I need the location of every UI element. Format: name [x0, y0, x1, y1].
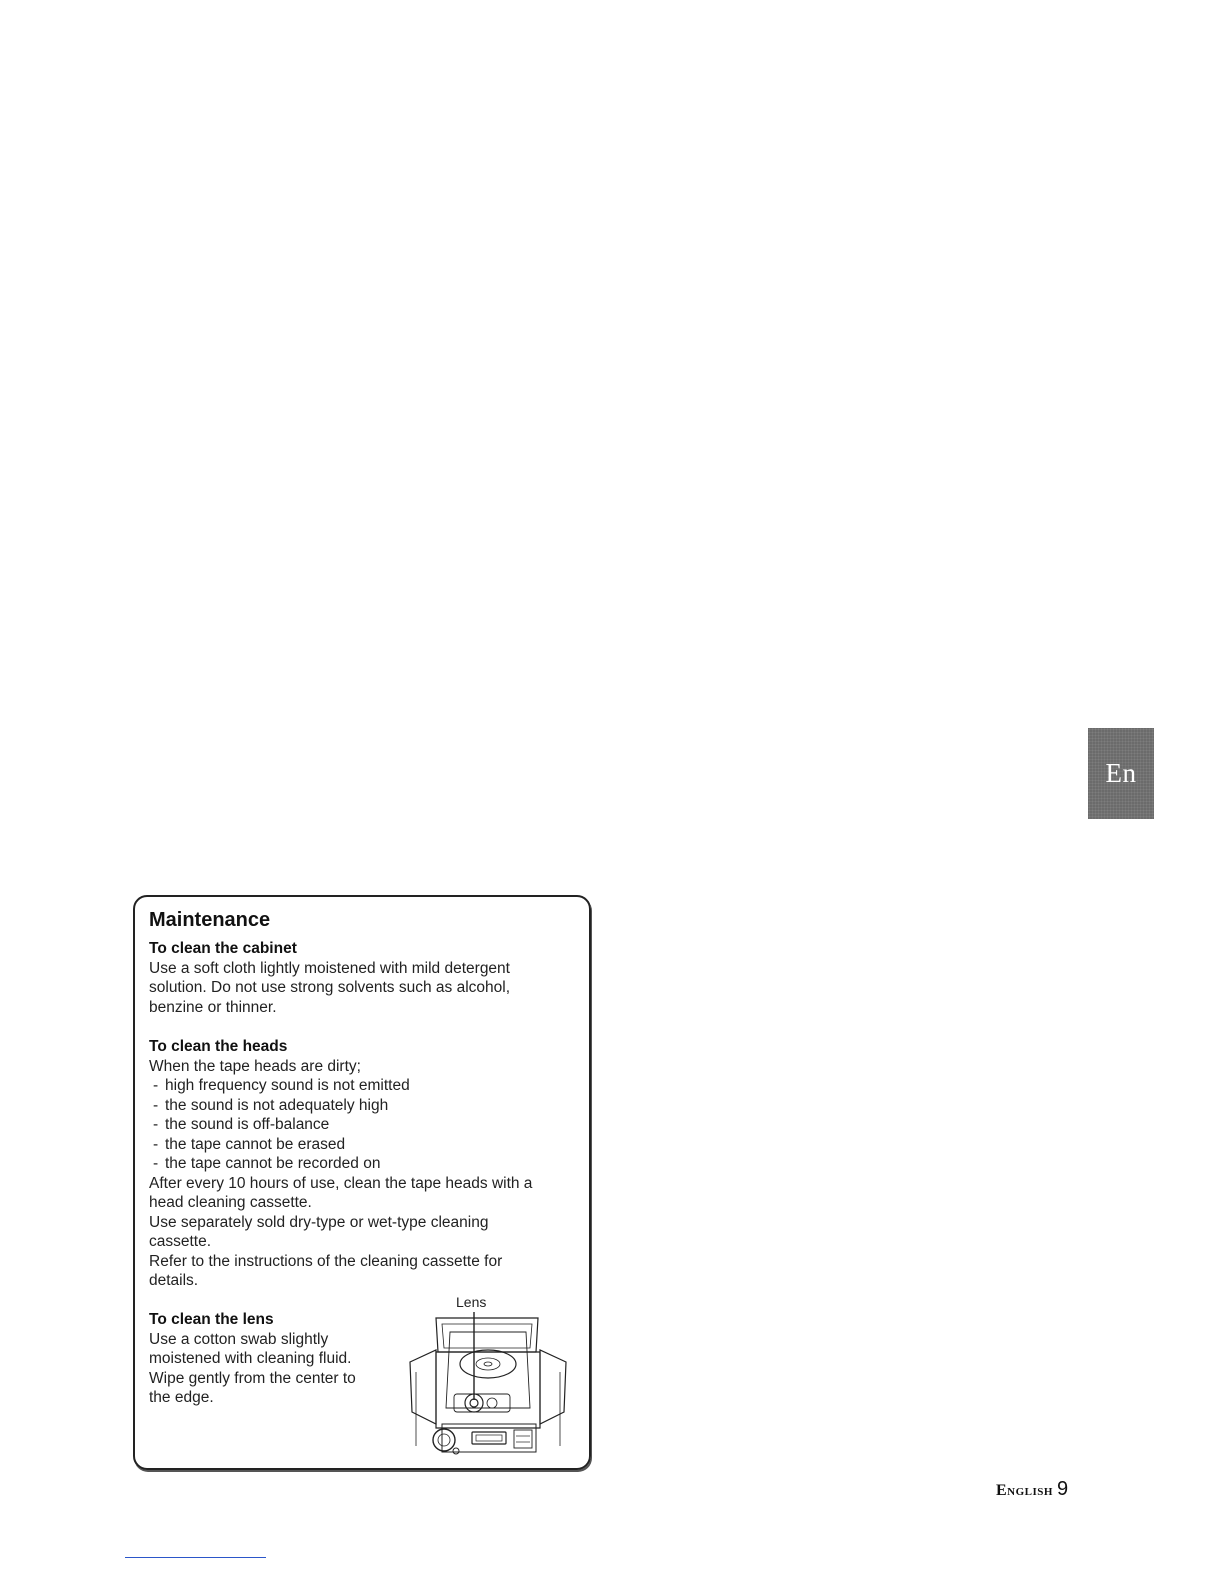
lens-figure-label: Lens: [456, 1294, 487, 1310]
lens-line: moistened with cleaning fluid.: [149, 1350, 352, 1367]
cabinet-line: Use a soft cloth lightly moistened with mild detergent: [149, 959, 510, 977]
lens-line: Use a cotton swab slightly: [149, 1330, 329, 1348]
heads-intro: When the tape heads are dirty;: [149, 1057, 361, 1075]
list-item: - high frequency sound is not emitted: [149, 1076, 532, 1096]
list-item: - the sound is not adequately high: [149, 1096, 532, 1116]
heads-line: Refer to the instructions of the cleaning cassette for: [149, 1252, 503, 1270]
cabinet-section: [149, 939, 510, 1017]
lens-heading: To clean the lens: [149, 1311, 274, 1328]
language-tab-label: En: [1105, 758, 1137, 788]
heads-heading: To clean the heads: [149, 1038, 288, 1055]
page-footer: [996, 1478, 1068, 1501]
heads-symptom-list: [149, 1076, 532, 1174]
list-item: - the sound is off-balance: [149, 1115, 532, 1135]
heads-line: After every 10 hours of use, clean the tape heads with a: [149, 1174, 533, 1192]
bottom-rule: [125, 1557, 266, 1558]
maintenance-title: Maintenance: [149, 909, 271, 931]
footer-language: English: [996, 1482, 1053, 1499]
page-number: 9: [1056, 1478, 1069, 1500]
cabinet-line: solution. Do not use strong solvents such as alcohol,: [149, 979, 511, 996]
language-tab: [1088, 728, 1154, 819]
heads-line: Use separately sold dry-type or wet-type cleaning: [149, 1213, 489, 1231]
list-item: - the tape cannot be erased: [149, 1135, 532, 1155]
lens-line: Wipe gently from the center to: [149, 1369, 356, 1387]
list-item: - the tape cannot be recorded on: [149, 1154, 532, 1174]
heads-section: [149, 1037, 532, 1291]
cabinet-line: benzine or thinner.: [149, 998, 277, 1016]
cd-lens-illustration: [406, 1312, 570, 1458]
heads-line: cassette.: [149, 1233, 212, 1250]
heads-line: head cleaning cassette.: [149, 1194, 312, 1211]
lens-line: the edge.: [149, 1389, 214, 1406]
lens-section: [149, 1310, 356, 1408]
heads-line: details.: [149, 1272, 199, 1289]
cabinet-heading: To clean the cabinet: [149, 940, 297, 957]
